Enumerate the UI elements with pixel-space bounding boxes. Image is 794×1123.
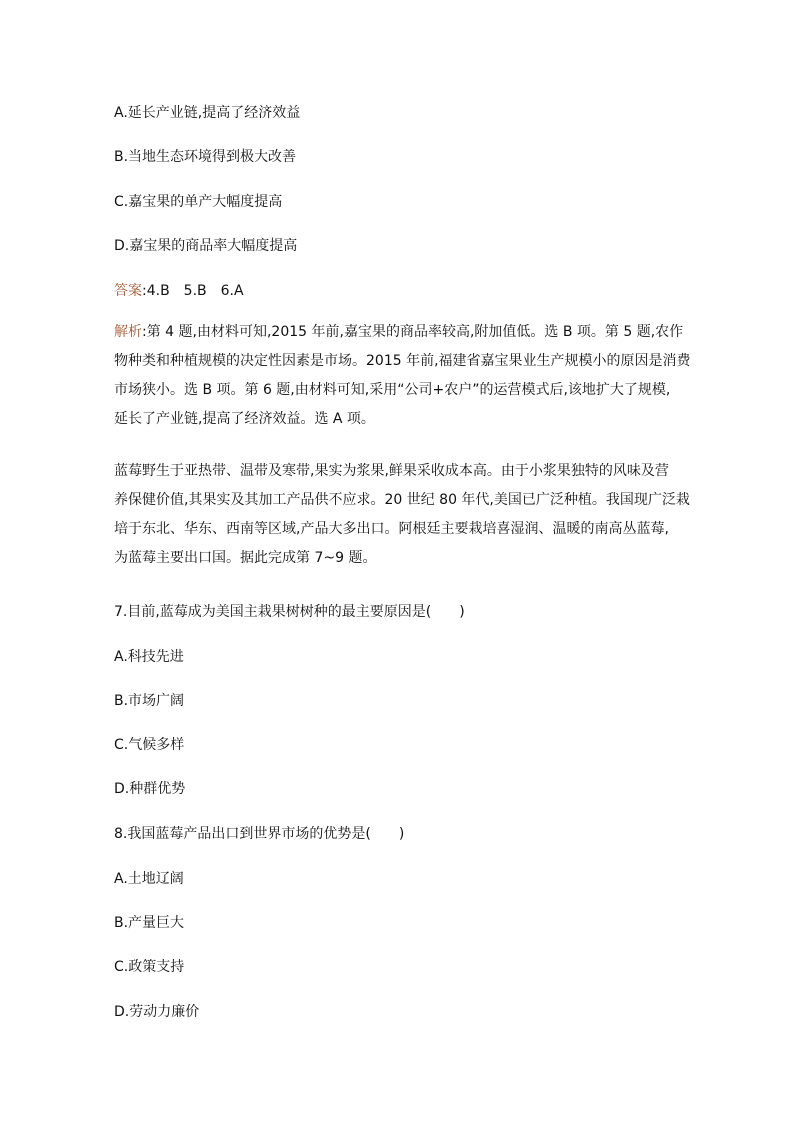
q8-option-a: A.土地辽阔 — [114, 871, 184, 887]
q7-option-a: A.科技先进 — [114, 649, 184, 665]
q6-option-b: B.当地生态环境得到极大改善 — [114, 149, 297, 165]
analysis-label: 解析 — [114, 324, 142, 340]
material-line: 为蓝莓主要出口国。据此完成第 7~9 题。 — [114, 550, 377, 566]
material-paragraph — [114, 457, 690, 573]
q8-option-b: B.产量巨大 — [114, 915, 185, 931]
q7-option-b: B.市场广阔 — [114, 693, 185, 709]
q6-option-c: C.嘉宝果的单产大幅度提高 — [114, 194, 283, 210]
analysis-line: 市场狭小。选 B 项。第 6 题,由材料可知,采用“公司+农户”的运营模式后,该地扩大了规模, — [114, 382, 671, 398]
q7-stem: 7.目前,蓝莓成为美国主栽果树树种的最主要原因是( ) — [114, 604, 465, 620]
q6-option-d: D.嘉宝果的商品率大幅度提高 — [114, 238, 298, 254]
answer-line — [114, 281, 244, 301]
answer-label: 答案 — [114, 283, 142, 299]
analysis-line: 延长了产业链,提高了经济效益。选 A 项。 — [114, 411, 375, 427]
q6-option-a: A.延长产业链,提高了经济效益 — [114, 105, 301, 121]
answer-text: :4.B 5.B 6.A — [142, 283, 244, 299]
material-line: 养保健价值,其果实及其加工产品供不应求。20 世纪 80 年代,美国已广泛种植。我国现广泛栽 — [114, 492, 690, 508]
material-line: 培于东北、华东、西南等区域,产品大多出口。阿根廷主要栽培喜湿润、温暖的南高丛蓝莓, — [114, 521, 669, 537]
analysis-line: 解析:第 4 题,由材料可知,2015 年前,嘉宝果的商品率较高,附加值低。选 B 项。第 5 题,农作 — [114, 324, 684, 340]
q7-option-c: C.气候多样 — [114, 737, 185, 753]
q8-option-c: C.政策支持 — [114, 959, 185, 975]
analysis-line: 物种类和种植规模的决定性因素是市场。2015 年前,福建省嘉宝果业生产规模小的原因是消费 — [114, 353, 691, 369]
material-line: 蓝莓野生于亚热带、温带及寒带,果实为浆果,鲜果采收成本高。由于小浆果独特的风味及营 — [114, 463, 669, 479]
q8-stem: 8.我国蓝莓产品出口到世界市场的优势是( ) — [114, 826, 405, 842]
q8-option-d: D.劳动力廉价 — [114, 1004, 200, 1020]
analysis-paragraph — [114, 318, 691, 434]
q7-option-d: D.种群优势 — [114, 781, 186, 797]
